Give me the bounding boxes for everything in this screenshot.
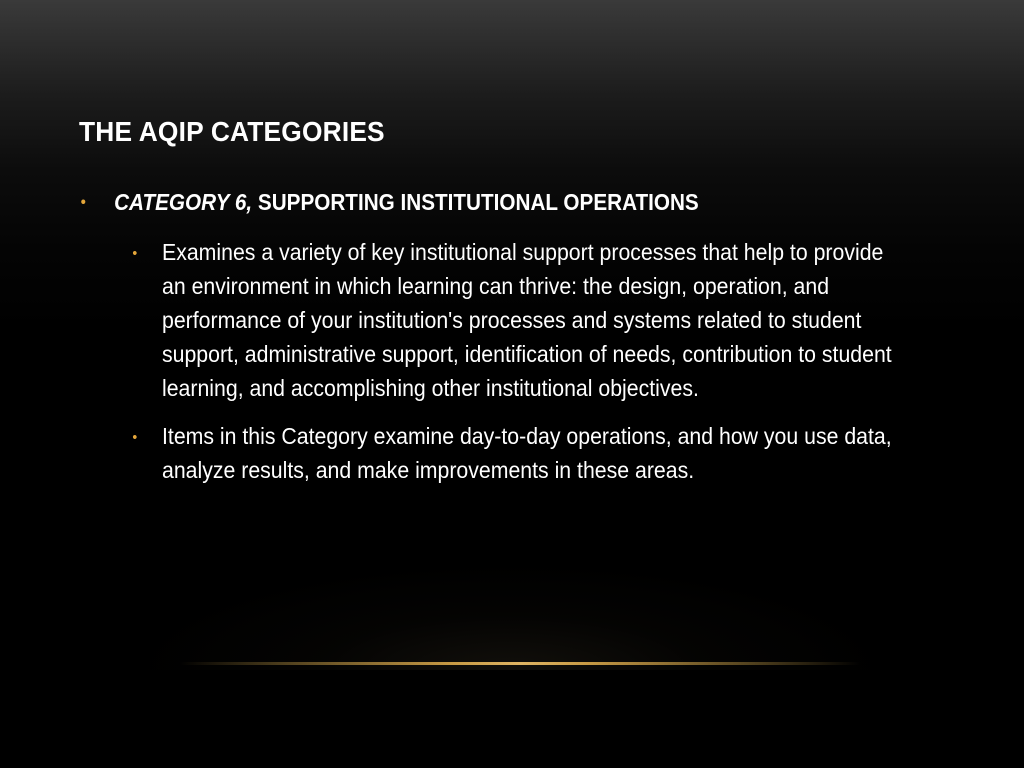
category-number: CATEGORY 6, xyxy=(114,189,253,215)
category-bullet xyxy=(79,186,871,218)
sub-bullet-list xyxy=(79,235,959,487)
sub-bullet-text: Items in this Category examine day-to-day operations, and how you use data, analyze results, and make improvements in these areas. xyxy=(162,423,892,483)
sub-bullet-items xyxy=(132,419,893,487)
decorative-glow xyxy=(120,560,900,670)
sub-bullet-text: Examines a variety of key institutional support processes that help to provide an environment in which learning can thrive: the design, operation, and performance of your institution's processes and systems related to student support, administrative support, identification of needs, contribution to student learning, and accomplishing other institutional objectives. xyxy=(162,239,892,401)
bullet-dot-icon: • xyxy=(80,194,86,211)
bullet-list xyxy=(79,186,959,501)
bullet-dot-icon: • xyxy=(132,245,138,262)
bullet-dot-icon: • xyxy=(132,429,138,446)
slide-title: THE AQIP CATEGORIES xyxy=(79,116,385,147)
decorative-divider-line xyxy=(180,662,860,665)
sub-bullet-description xyxy=(132,235,893,405)
category-name: SUPPORTING INSTITUTIONAL OPERATIONS xyxy=(252,189,699,215)
